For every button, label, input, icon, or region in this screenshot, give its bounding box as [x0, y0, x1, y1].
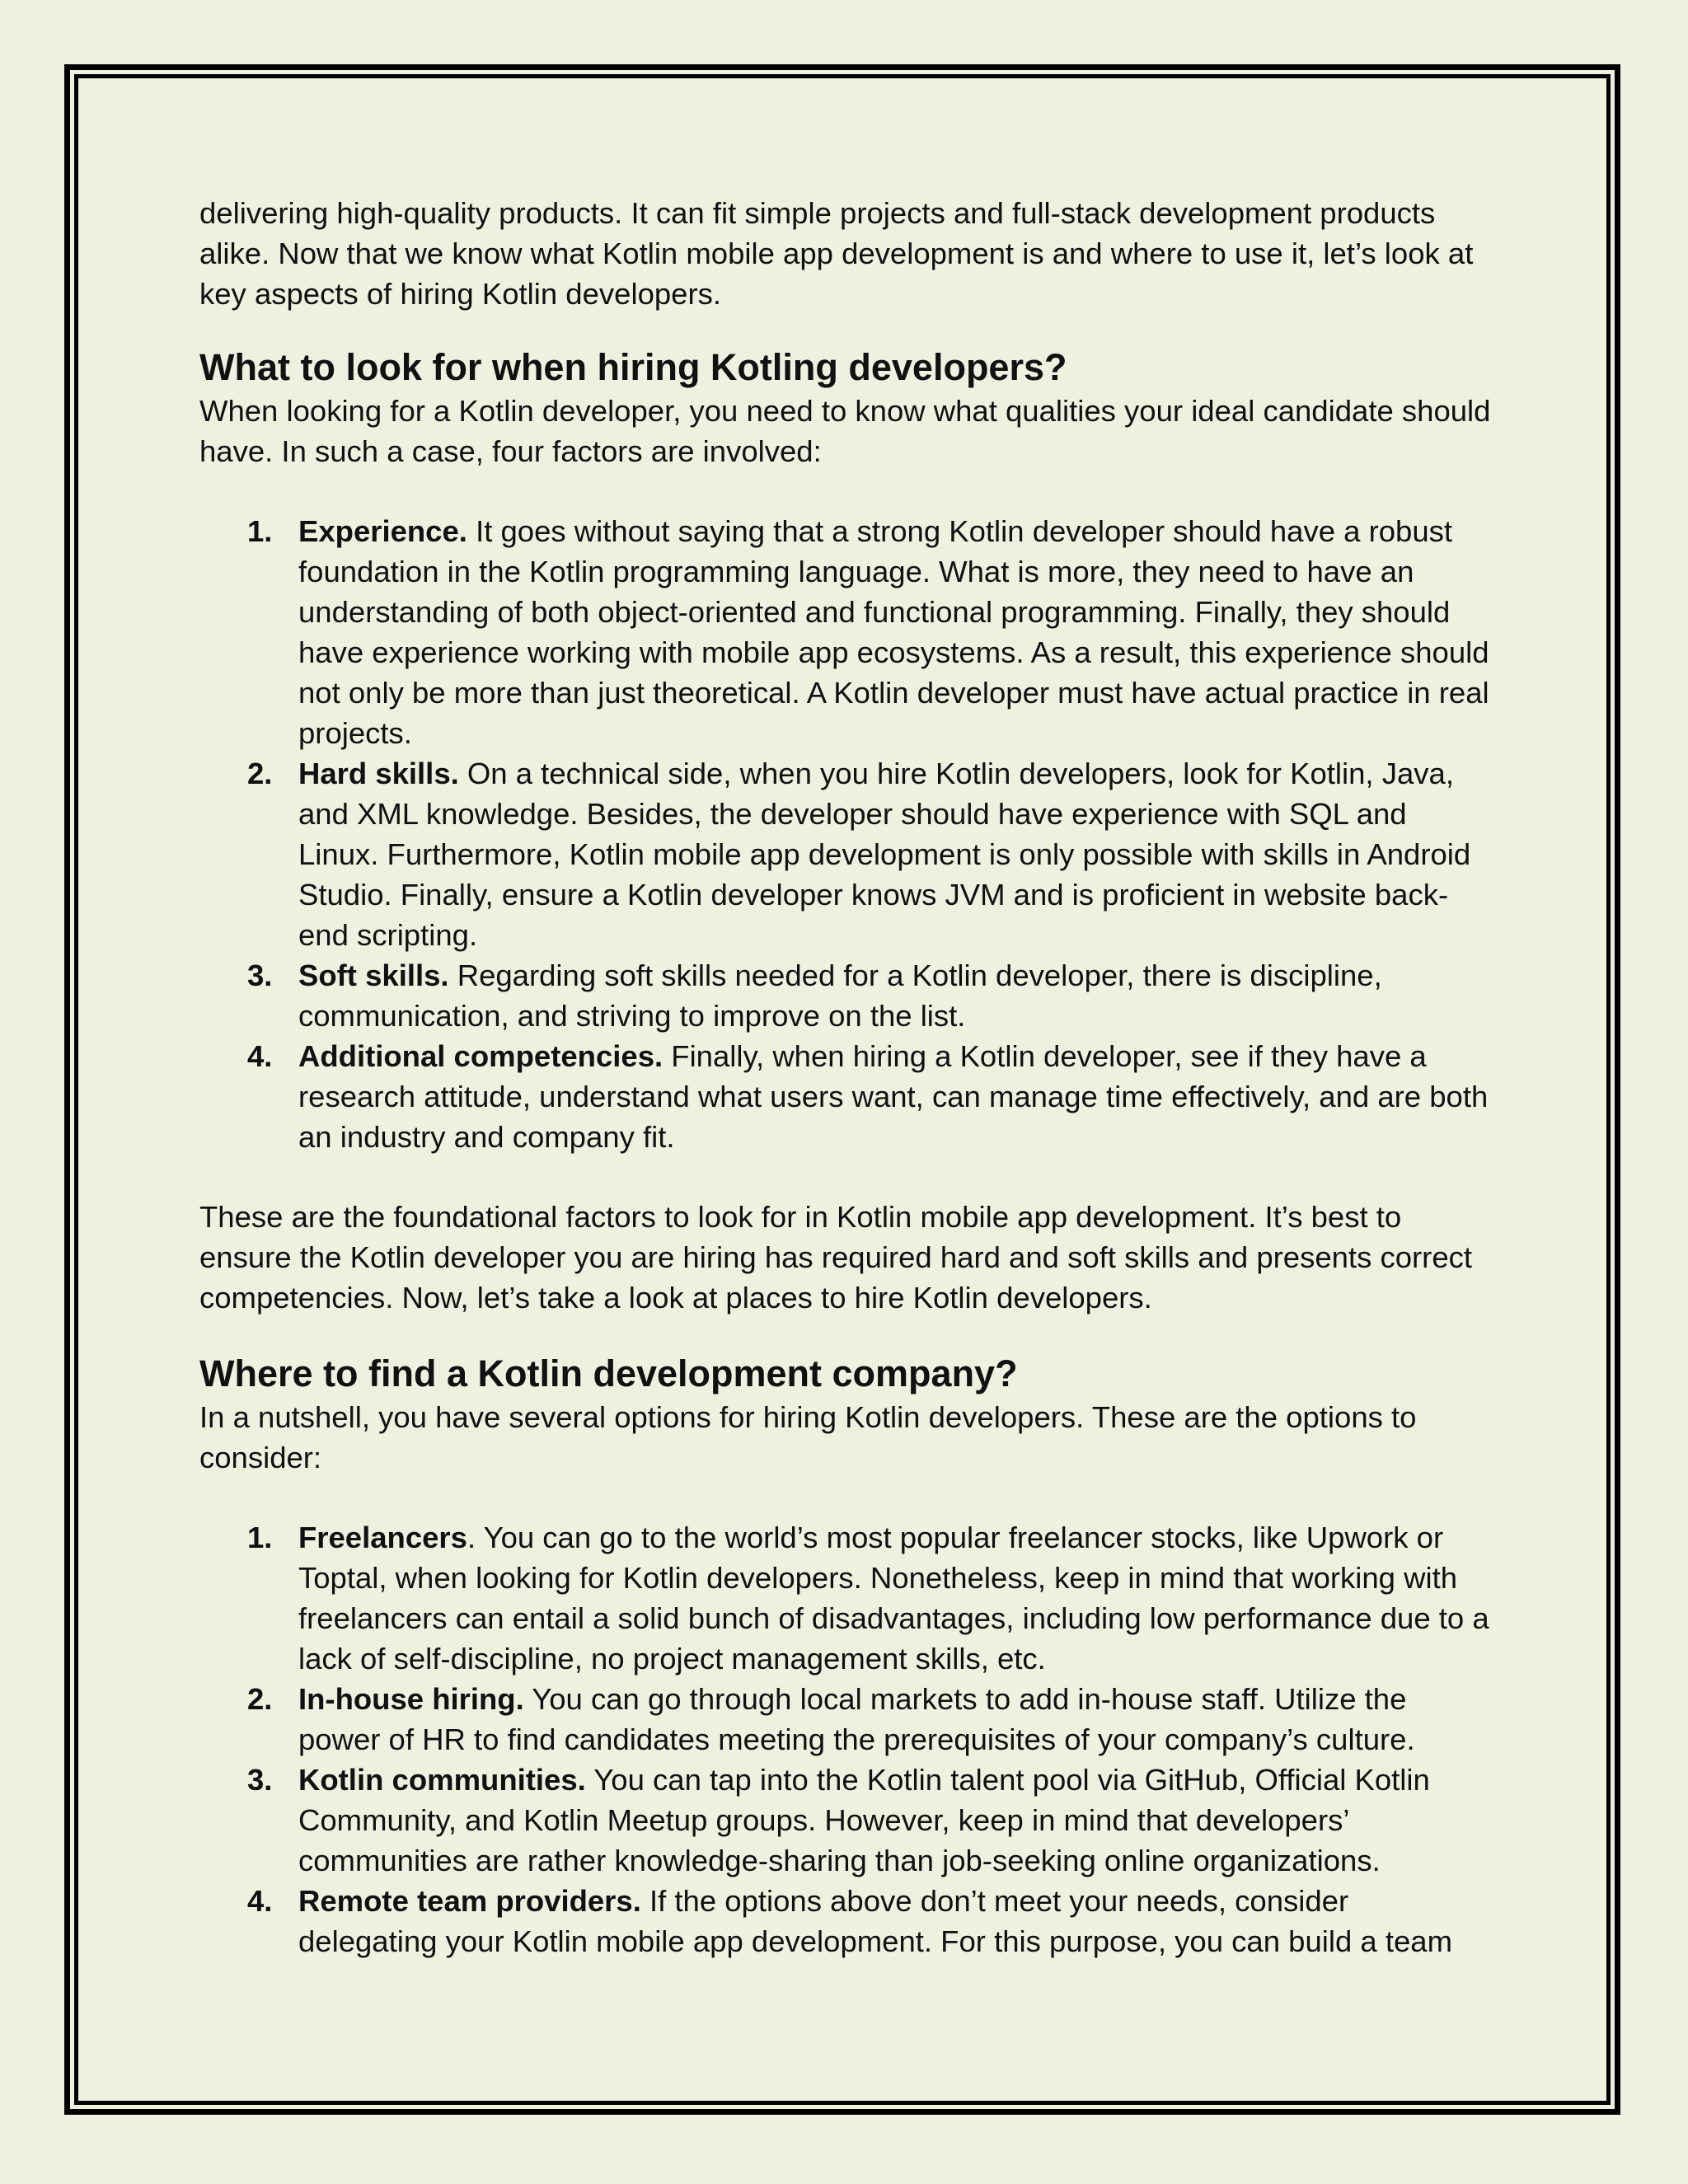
list-number: 3.: [247, 958, 273, 992]
list-text: You can go through local markets to add in-house staff. Utilize the power of HR to find candidates meeting the prerequisites of your company’s culture.: [298, 1682, 1415, 1756]
document-body: [199, 193, 1493, 1961]
section1-closing-paragraph: These are the foundational factors to look for in Kotlin mobile app development. It’s best to ensure the Kotlin developer you are hiring has required hard and soft skills and presents correct competencies. Now, let’s take a look at places to hire Kotlin developers.: [199, 1200, 1473, 1315]
section1-lead-paragraph: When looking for a Kotlin developer, you need to know what qualities your ideal candidate should have. In such a case, four factors are involved:: [199, 394, 1491, 468]
list-text: You can tap into the Kotlin talent pool via GitHub, Official Kotlin Community, and Kotlin Meetup groups. However, keep in mind that developers’ communities are rather knowledge-sharing than job-seeking online organizations.: [298, 1763, 1430, 1877]
list-item: [199, 1679, 1493, 1760]
list-number: 4.: [247, 1884, 273, 1918]
list-term: Hard skills.: [298, 757, 459, 790]
list-term: In-house hiring.: [298, 1682, 524, 1716]
list-item: [199, 955, 1493, 1036]
list-text: It goes without saying that a strong Kotlin developer should have a robust foundation in the Kotlin programming language. What is more, they need to have an understanding of both object-oriented and functional programming. Finally, they should have experience working with mobile app ecosystems. As a result, this experience should not only be more than just theoretical. A Kotlin developer must have actual practice in real projects.: [298, 514, 1489, 750]
list-term: Kotlin communities.: [298, 1763, 586, 1797]
list-term: Freelancers: [298, 1521, 467, 1554]
section-heading-where-to-find: Where to find a Kotlin development company?: [199, 1352, 1018, 1394]
list-text: On a technical side, when you hire Kotlin developers, look for Kotlin, Java, and XML knowledge. Besides, the developer should have experience with SQL and Linux. Furthermore, Kotlin mobile app development is only possible with skills in Android Studio. Finally, ensure a Kotlin developer knows JVM and is proficient in website back-end scripting.: [298, 757, 1471, 952]
list-term: Soft skills.: [298, 958, 449, 992]
list-term: Additional competencies.: [298, 1039, 663, 1073]
options-list: [199, 1517, 1493, 1961]
list-number: 1.: [247, 1521, 273, 1554]
list-item: [199, 511, 1493, 753]
list-item: [199, 1036, 1493, 1157]
list-number: 3.: [247, 1763, 273, 1797]
list-number: 1.: [247, 514, 273, 548]
list-term: Remote team providers.: [298, 1884, 641, 1918]
list-item: [199, 1517, 1493, 1679]
list-number: 2.: [247, 1682, 273, 1716]
list-text: Regarding soft skills needed for a Kotlin developer, there is discipline, communication, and striving to improve on the list.: [298, 958, 1382, 1033]
list-item: [199, 1881, 1493, 1961]
factors-list: [199, 511, 1493, 1157]
list-text: Finally, when hiring a Kotlin developer, see if they have a research attitude, understand what users want, can manage time effectively, and are both an industry and company fit.: [298, 1039, 1489, 1154]
list-text: If the options above don’t meet your needs, consider delegating your Kotlin mobile app development. For this purpose, you can build a team: [298, 1884, 1453, 1958]
list-text: . You can go to the world’s most popular freelancer stocks, like Upwork or Toptal, when looking for Kotlin developers. Nonetheless, keep in mind that working with freelancers can entail a solid bunch of disadvantages, including low performance due to a lack of self-discipline, no project management skills, etc.: [298, 1521, 1489, 1675]
list-term: Experience.: [298, 514, 467, 548]
list-item: [199, 1760, 1493, 1881]
section2-lead-paragraph: In a nutshell, you have several options for hiring Kotlin developers. These are the options to consider:: [199, 1400, 1417, 1474]
intro-paragraph: delivering high-quality products. It can fit simple projects and full-stack development products alike. Now that we know what Kotlin mobile app development is and where to use it, let’s look at key aspects of hiring Kotlin developers.: [199, 196, 1474, 311]
list-number: 2.: [247, 757, 273, 790]
list-item: [199, 753, 1493, 955]
list-number: 4.: [247, 1039, 273, 1073]
section-heading-what-to-look-for: What to look for when hiring Kotling developers?: [199, 346, 1067, 388]
